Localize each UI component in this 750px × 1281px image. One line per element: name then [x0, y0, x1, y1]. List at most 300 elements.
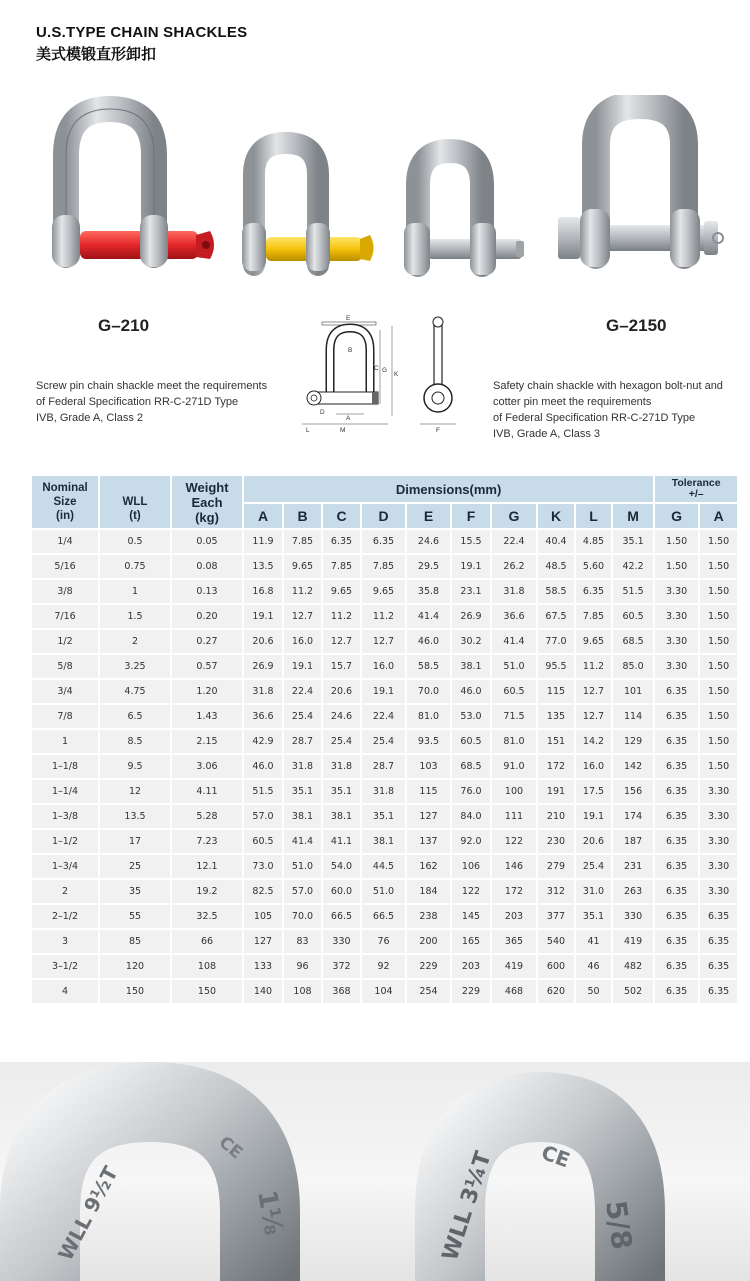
- table-cell: 1.50: [700, 755, 737, 778]
- table-cell: 38.1: [362, 830, 405, 853]
- specification-table: [30, 474, 739, 1005]
- table-cell: 6.35: [655, 980, 698, 1003]
- shackle-bolt-type-image: [558, 105, 723, 267]
- table-row: [32, 980, 737, 1003]
- table-cell: 26.9: [244, 655, 282, 678]
- diagram-label-d: D: [320, 409, 325, 416]
- table-cell: 3/4: [32, 680, 98, 703]
- table-cell: 1–1/8: [32, 755, 98, 778]
- table-cell: 122: [492, 830, 536, 853]
- table-cell: 1.50: [700, 580, 737, 603]
- table-cell: 2.15: [172, 730, 242, 753]
- table-cell: 57.0: [284, 880, 321, 903]
- model-label-g210: G–210: [98, 316, 150, 335]
- table-cell: 230: [538, 830, 574, 853]
- table-cell: 6.35: [655, 830, 698, 853]
- closeup-right-marking: WLL 3¼T: [437, 1148, 497, 1264]
- header-dim-k: K: [538, 504, 574, 528]
- table-cell: 7.23: [172, 830, 242, 853]
- diagram-side-view: [420, 317, 456, 424]
- table-cell: 100: [492, 780, 536, 803]
- table-row: [32, 805, 737, 828]
- table-cell: 137: [407, 830, 450, 853]
- table-cell: 133: [244, 955, 282, 978]
- table-cell: 9.65: [362, 580, 405, 603]
- table-cell: 146: [492, 855, 536, 878]
- table-cell: 92.0: [452, 830, 490, 853]
- table-cell: 31.8: [323, 755, 360, 778]
- table-cell: 165: [452, 930, 490, 953]
- table-row: [32, 705, 737, 728]
- header-tolerance: Tolerance +/–: [655, 476, 737, 502]
- table-cell: 38.1: [284, 805, 321, 828]
- table-cell: 7/16: [32, 605, 98, 628]
- table-cell: 1.50: [655, 530, 698, 553]
- table-cell: 6.35: [655, 930, 698, 953]
- description-g210: Screw pin chain shackle meet the requirements of Federal Specification RR-C-271D Type IVB, Grade A, Class 2: [36, 380, 268, 424]
- table-cell: 540: [538, 930, 574, 953]
- table-cell: 41.4: [492, 630, 536, 653]
- table-cell: 60.5: [492, 680, 536, 703]
- table-cell: 1.5: [100, 605, 170, 628]
- table-cell: 3–1/2: [32, 955, 98, 978]
- table-cell: 41.1: [323, 830, 360, 853]
- table-cell: 70.0: [407, 680, 450, 703]
- table-cell: 3.06: [172, 755, 242, 778]
- table-cell: 7.85: [576, 605, 611, 628]
- table-cell: 14.2: [576, 730, 611, 753]
- table-cell: 0.08: [172, 555, 242, 578]
- header-tol-g: G: [655, 504, 698, 528]
- table-cell: 36.6: [492, 605, 536, 628]
- table-cell: 20.6: [244, 630, 282, 653]
- shackle-red-pin-image: [52, 109, 214, 267]
- table-cell: 77.0: [538, 630, 574, 653]
- closeup-left-shackle: [40, 1102, 288, 1281]
- table-cell: 51.5: [244, 780, 282, 803]
- table-cell: 6.35: [576, 580, 611, 603]
- table-cell: 468: [492, 980, 536, 1003]
- table-cell: 66: [172, 930, 242, 953]
- table-cell: 140: [244, 980, 282, 1003]
- table-cell: 142: [613, 755, 653, 778]
- table-cell: 1–3/8: [32, 805, 98, 828]
- table-cell: 8.5: [100, 730, 170, 753]
- table-cell: 22.4: [362, 705, 405, 728]
- table-cell: 3.30: [655, 605, 698, 628]
- table-cell: 25: [100, 855, 170, 878]
- table-cell: 12.7: [576, 680, 611, 703]
- table-cell: 12.7: [284, 605, 321, 628]
- table-cell: 20.6: [576, 830, 611, 853]
- table-cell: 200: [407, 930, 450, 953]
- table-cell: 91.0: [492, 755, 536, 778]
- table-cell: 6.35: [700, 905, 737, 928]
- table-cell: 3.30: [655, 655, 698, 678]
- table-cell: 16.8: [244, 580, 282, 603]
- table-cell: 3.30: [700, 830, 737, 853]
- table-cell: 3: [32, 930, 98, 953]
- table-cell: 108: [172, 955, 242, 978]
- table-cell: 32.5: [172, 905, 242, 928]
- closeup-shackles: [0, 1062, 750, 1281]
- table-cell: 6.35: [700, 955, 737, 978]
- table-cell: 1.50: [700, 630, 737, 653]
- table-cell: 156: [613, 780, 653, 803]
- table-cell: 6.35: [655, 805, 698, 828]
- model-label-g2150: G–2150: [606, 316, 667, 335]
- table-cell: 1.50: [700, 530, 737, 553]
- table-cell: 150: [100, 980, 170, 1003]
- table-cell: 12.7: [323, 630, 360, 653]
- diagram-label-k: K: [394, 371, 399, 378]
- description-g2150: Safety chain shackle with hexagon bolt-nut and cotter pin meet the requirements of Federal Specification RR-C-271D Type IVB, Grade A, Class 3: [493, 380, 723, 440]
- table-cell: 7.85: [284, 530, 321, 553]
- table-cell: 1: [32, 730, 98, 753]
- closeup-right-ce: CE: [538, 1140, 574, 1173]
- table-row: [32, 755, 737, 778]
- table-cell: 68.5: [452, 755, 490, 778]
- table-cell: 172: [538, 755, 574, 778]
- table-cell: 502: [613, 980, 653, 1003]
- table-cell: 19.1: [576, 805, 611, 828]
- table-cell: 23.1: [452, 580, 490, 603]
- header-nominal-size: Nominal Size (in): [32, 476, 98, 528]
- table-cell: 85.0: [613, 655, 653, 678]
- table-row: [32, 730, 737, 753]
- table-cell: 191: [538, 780, 574, 803]
- table-cell: 6.35: [362, 530, 405, 553]
- table-cell: 1.20: [172, 680, 242, 703]
- header-dim-l: L: [576, 504, 611, 528]
- table-cell: 2: [32, 880, 98, 903]
- table-cell: 16.0: [576, 755, 611, 778]
- table-cell: 46: [576, 955, 611, 978]
- table-cell: 482: [613, 955, 653, 978]
- table-cell: 1/4: [32, 530, 98, 553]
- table-cell: 76: [362, 930, 405, 953]
- table-cell: 54.0: [323, 855, 360, 878]
- header-dim-m: M: [613, 504, 653, 528]
- table-cell: 1.50: [700, 705, 737, 728]
- table-cell: 35: [100, 880, 170, 903]
- table-cell: 9.5: [100, 755, 170, 778]
- table-cell: 60.0: [323, 880, 360, 903]
- table-cell: 12.7: [362, 630, 405, 653]
- table-row: [32, 880, 737, 903]
- table-cell: 51.0: [492, 655, 536, 678]
- table-cell: 19.1: [452, 555, 490, 578]
- table-cell: 29.5: [407, 555, 450, 578]
- table-cell: 238: [407, 905, 450, 928]
- header-dim-a: A: [244, 504, 282, 528]
- table-cell: 0.57: [172, 655, 242, 678]
- table-cell: 368: [323, 980, 360, 1003]
- table-cell: 31.8: [284, 755, 321, 778]
- table-cell: 41.4: [407, 605, 450, 628]
- table-cell: 70.0: [284, 905, 321, 928]
- table-cell: 6.35: [655, 680, 698, 703]
- dimension-diagram: [296, 312, 462, 436]
- table-cell: 25.4: [323, 730, 360, 753]
- table-cell: 127: [407, 805, 450, 828]
- table-row: [32, 905, 737, 928]
- table-cell: 93.5: [407, 730, 450, 753]
- table-cell: 372: [323, 955, 360, 978]
- table-cell: 6.35: [655, 780, 698, 803]
- table-cell: 5.28: [172, 805, 242, 828]
- table-cell: 203: [452, 955, 490, 978]
- table-cell: 73.0: [244, 855, 282, 878]
- header-tol-a: A: [700, 504, 737, 528]
- table-cell: 6.35: [655, 880, 698, 903]
- table-row: [32, 630, 737, 653]
- table-cell: 16.0: [284, 630, 321, 653]
- diagram-label-g: G: [382, 367, 388, 374]
- diagram-label-f: F: [436, 427, 440, 434]
- table-cell: 57.0: [244, 805, 282, 828]
- table-cell: 11.2: [576, 655, 611, 678]
- table-cell: 3.30: [655, 630, 698, 653]
- table-cell: 103: [407, 755, 450, 778]
- diagram-label-m: M: [340, 427, 346, 434]
- table-cell: 35.1: [323, 780, 360, 803]
- table-cell: 3.30: [700, 880, 737, 903]
- table-cell: 19.1: [244, 605, 282, 628]
- table-cell: 26.9: [452, 605, 490, 628]
- table-cell: 279: [538, 855, 574, 878]
- table-cell: 25.4: [576, 855, 611, 878]
- table-cell: 6.35: [655, 955, 698, 978]
- table-cell: 81.0: [492, 730, 536, 753]
- table-cell: 210: [538, 805, 574, 828]
- table-cell: 1.50: [700, 730, 737, 753]
- table-cell: 108: [284, 980, 321, 1003]
- table-cell: 51.0: [284, 855, 321, 878]
- table-cell: 22.4: [284, 680, 321, 703]
- table-cell: 71.5: [492, 705, 536, 728]
- table-cell: 95.5: [538, 655, 574, 678]
- table-cell: 174: [613, 805, 653, 828]
- header-dim-c: C: [323, 504, 360, 528]
- table-cell: 1.50: [655, 555, 698, 578]
- table-cell: 3.30: [700, 780, 737, 803]
- table-cell: 44.5: [362, 855, 405, 878]
- closeup-right-size: 5/8: [599, 1198, 639, 1252]
- table-cell: 31.8: [362, 780, 405, 803]
- table-cell: 84.0: [452, 805, 490, 828]
- table-cell: 111: [492, 805, 536, 828]
- table-cell: 6.35: [655, 905, 698, 928]
- diagram-label-a: A: [346, 415, 351, 422]
- table-cell: 11.9: [244, 530, 282, 553]
- table-cell: 4.75: [100, 680, 170, 703]
- table-cell: 620: [538, 980, 574, 1003]
- table-cell: 0.5: [100, 530, 170, 553]
- table-cell: 203: [492, 905, 536, 928]
- header-dim-d: D: [362, 504, 405, 528]
- header-wll: WLL (t): [100, 476, 170, 528]
- table-cell: 184: [407, 880, 450, 903]
- diagram-label-l: L: [306, 427, 310, 434]
- table-cell: 46.0: [244, 755, 282, 778]
- table-cell: 7.85: [362, 555, 405, 578]
- table-row: [32, 855, 737, 878]
- closeup-left-ce: CE: [214, 1132, 247, 1164]
- table-cell: 2–1/2: [32, 905, 98, 928]
- table-cell: 68.5: [613, 630, 653, 653]
- table-cell: 0.20: [172, 605, 242, 628]
- table-cell: 48.5: [538, 555, 574, 578]
- table-cell: 96: [284, 955, 321, 978]
- diagram-label-c: C: [374, 365, 379, 372]
- table-cell: 6.35: [655, 705, 698, 728]
- table-cell: 1.50: [700, 680, 737, 703]
- table-row: [32, 680, 737, 703]
- table-cell: 106: [452, 855, 490, 878]
- table-cell: 17.5: [576, 780, 611, 803]
- table-cell: 330: [613, 905, 653, 928]
- table-cell: 6.35: [655, 855, 698, 878]
- table-cell: 67.5: [538, 605, 574, 628]
- table-row: [32, 530, 737, 553]
- table-cell: 42.2: [613, 555, 653, 578]
- table-body: [32, 530, 737, 1003]
- table-cell: 12: [100, 780, 170, 803]
- table-cell: 26.2: [492, 555, 536, 578]
- page-title-chinese: 美式模锻直形卸扣: [36, 46, 157, 63]
- table-cell: 4.85: [576, 530, 611, 553]
- shackle-yellow-pin-image: [242, 143, 374, 271]
- table-cell: 25.4: [362, 730, 405, 753]
- table-cell: 60.5: [244, 830, 282, 853]
- table-cell: 60.5: [452, 730, 490, 753]
- diagram-front-view: [302, 322, 392, 424]
- table-cell: 1.50: [700, 655, 737, 678]
- table-cell: 81.0: [407, 705, 450, 728]
- table-cell: 7/8: [32, 705, 98, 728]
- table-cell: 231: [613, 855, 653, 878]
- table-cell: 254: [407, 980, 450, 1003]
- table-cell: 11.2: [284, 580, 321, 603]
- table-cell: 187: [613, 830, 653, 853]
- header-dim-g: G: [492, 504, 536, 528]
- table-cell: 6.35: [655, 755, 698, 778]
- table-cell: 15.5: [452, 530, 490, 553]
- product-photos: [0, 95, 750, 305]
- table-cell: 35.1: [576, 905, 611, 928]
- table-row: [32, 605, 737, 628]
- table-cell: 0.05: [172, 530, 242, 553]
- table-cell: 19.1: [284, 655, 321, 678]
- table-cell: 104: [362, 980, 405, 1003]
- table-cell: 115: [407, 780, 450, 803]
- table-cell: 6.35: [323, 530, 360, 553]
- table-cell: 58.5: [538, 580, 574, 603]
- table-cell: 31.0: [576, 880, 611, 903]
- table-cell: 40.4: [538, 530, 574, 553]
- table-cell: 1/2: [32, 630, 98, 653]
- table-cell: 9.65: [323, 580, 360, 603]
- closeup-right-shackle: [438, 1107, 639, 1281]
- table-cell: 31.8: [492, 580, 536, 603]
- table-cell: 22.4: [492, 530, 536, 553]
- table-cell: 377: [538, 905, 574, 928]
- table-cell: 11.2: [362, 605, 405, 628]
- table-row: [32, 555, 737, 578]
- table-cell: 1.50: [700, 555, 737, 578]
- diagram-label-e: E: [346, 315, 351, 322]
- table-cell: 6.35: [700, 930, 737, 953]
- table-cell: 83: [284, 930, 321, 953]
- table-cell: 13.5: [100, 805, 170, 828]
- table-cell: 6.35: [655, 730, 698, 753]
- table-cell: 229: [452, 980, 490, 1003]
- table-cell: 20.6: [323, 680, 360, 703]
- table-cell: 145: [452, 905, 490, 928]
- table-cell: 3.25: [100, 655, 170, 678]
- table-cell: 17: [100, 830, 170, 853]
- table-cell: 115: [538, 680, 574, 703]
- table-cell: 41.4: [284, 830, 321, 853]
- table-cell: 35.1: [362, 805, 405, 828]
- table-cell: 24.6: [407, 530, 450, 553]
- table-cell: 127: [244, 930, 282, 953]
- table-cell: 151: [538, 730, 574, 753]
- table-cell: 51.0: [362, 880, 405, 903]
- table-cell: 4: [32, 980, 98, 1003]
- table-cell: 6.35: [700, 980, 737, 1003]
- table-cell: 9.65: [576, 630, 611, 653]
- table-cell: 1–1/2: [32, 830, 98, 853]
- table-cell: 66.5: [362, 905, 405, 928]
- table-cell: 120: [100, 955, 170, 978]
- table-cell: 162: [407, 855, 450, 878]
- table-cell: 7.85: [323, 555, 360, 578]
- header-dimensions: Dimensions(mm): [244, 476, 653, 502]
- table-cell: 1–1/4: [32, 780, 98, 803]
- table-cell: 11.2: [323, 605, 360, 628]
- table-cell: 46.0: [407, 630, 450, 653]
- table-cell: 92: [362, 955, 405, 978]
- table-cell: 76.0: [452, 780, 490, 803]
- table-cell: 60.5: [613, 605, 653, 628]
- table-cell: 28.7: [362, 755, 405, 778]
- table-cell: 12.1: [172, 855, 242, 878]
- table-cell: 312: [538, 880, 574, 903]
- table-cell: 0.13: [172, 580, 242, 603]
- table-cell: 114: [613, 705, 653, 728]
- table-cell: 24.6: [323, 705, 360, 728]
- table-cell: 101: [613, 680, 653, 703]
- table-cell: 129: [613, 730, 653, 753]
- table-cell: 5/16: [32, 555, 98, 578]
- closeup-left-size: 1⅛: [251, 1188, 289, 1238]
- table-cell: 172: [492, 880, 536, 903]
- table-cell: 41: [576, 930, 611, 953]
- table-cell: 3.30: [655, 580, 698, 603]
- table-row: [32, 955, 737, 978]
- table-cell: 6.5: [100, 705, 170, 728]
- header-dim-f: F: [452, 504, 490, 528]
- header-weight: Weight Each (kg): [172, 476, 242, 528]
- table-cell: 25.4: [284, 705, 321, 728]
- table-cell: 229: [407, 955, 450, 978]
- table-cell: 35.1: [613, 530, 653, 553]
- table-cell: 1.43: [172, 705, 242, 728]
- table-cell: 0.27: [172, 630, 242, 653]
- table-cell: 36.6: [244, 705, 282, 728]
